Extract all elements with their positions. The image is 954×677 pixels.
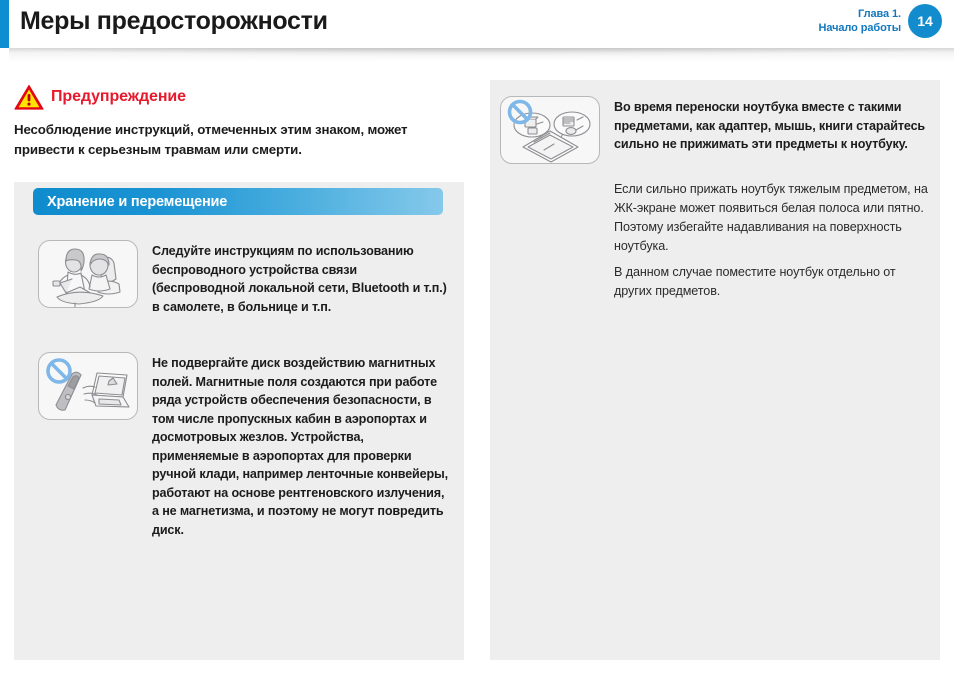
list-item-text: Следуйте инструкциям по использованию беспроводного устройства связи (беспроводной локальной сети, Bluetooth и т.п.) в самолете, в больнице и т.п. [152, 244, 447, 314]
page-header [0, 0, 954, 48]
section-header-label: Хранение и перемещение [47, 193, 228, 210]
warning-header [14, 84, 464, 110]
list-item [38, 352, 448, 539]
page-number-badge: 14 [908, 4, 942, 38]
body-paragraph: В данном случае поместите ноутбук отдельно от других предметов. [614, 265, 896, 298]
chapter-label [819, 7, 901, 35]
header-accent-bar [0, 0, 9, 48]
warning-triangle-icon [14, 84, 44, 110]
warning-body-text: Несоблюдение инструкций, отмеченных этим знаком, может привести к серьезным травмам или смерти. [14, 122, 408, 157]
warning-title: Предупреждение [51, 88, 186, 105]
list-item-heading: Во время переноски ноутбука вместе с такими предметами, как адаптер, мышь, книги старайтесь сильно не прижимать эти предметы к ноутбуку. [614, 100, 926, 151]
list-item-text: Не подвергайте диск воздействию магнитных полей. Магнитные поля создаются при работе ряда устройств обеспечения безопасности, в том числе пропускных кабин в аэропортах и досмотровых жезлов. Устройства, применяемые в аэропортах для проверки ручной клади, например ленточные конвейеры, работают на основе рентгеновского излучения, а не магнетизма, и поэтому не могут повредить диск. [152, 356, 449, 537]
section-header-bar [33, 188, 443, 215]
list-item [500, 96, 932, 164]
header-shadow [9, 48, 954, 62]
header-chapter-group [819, 4, 942, 38]
left-column [14, 84, 464, 160]
list-item [38, 240, 448, 316]
right-column-panel [490, 80, 940, 660]
body-paragraph: Если сильно прижать ноутбук тяжелым предметом, на ЖК-экране может появиться белая полоса или пятно. Поэтому избегайте надавливания на поверхность ноутбука. [614, 182, 928, 253]
chapter-line-1: Глава 1. [858, 8, 901, 20]
chapter-line-2: Начало работы [818, 22, 901, 34]
page-title: Меры предосторожности [20, 7, 328, 35]
people-airplane-wireless-icon [38, 240, 138, 308]
no-press-objects-on-laptop-icon [500, 96, 600, 164]
no-magnet-wand-laptop-icon [38, 352, 138, 420]
storage-section-panel [14, 182, 464, 660]
